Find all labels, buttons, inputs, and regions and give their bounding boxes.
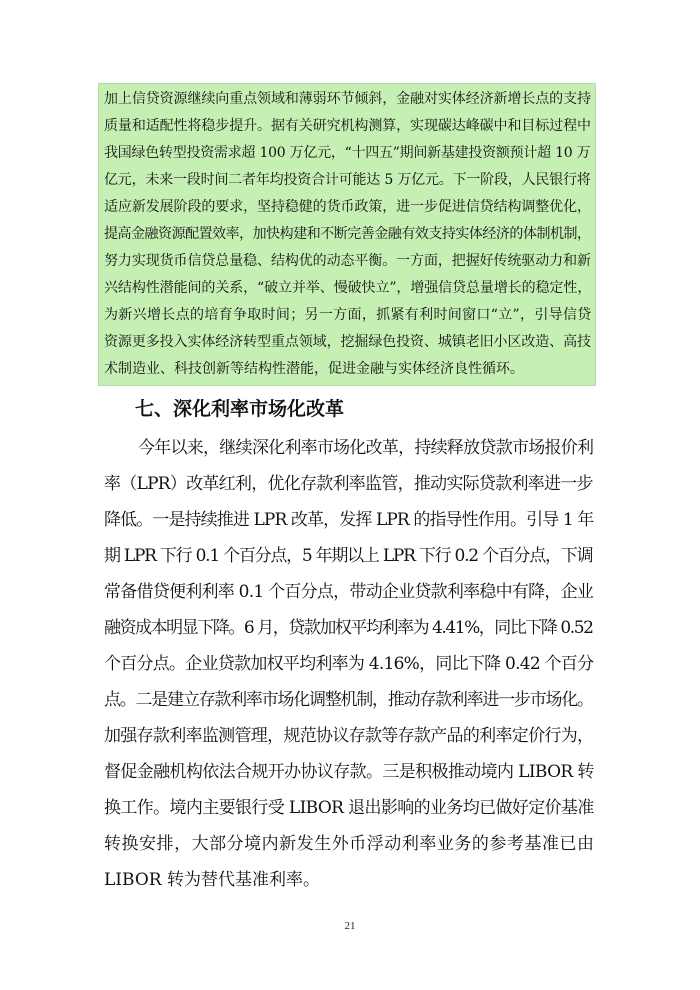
paragraph-line: 常备借贷便利利率 0.1 个百分点，带动企业贷款利率稳中有降，企业	[104, 582, 594, 602]
highlight-line: 提高金融资源配置效率，加快构建和不断完善金融有效支持实体经济的体制机制，	[104, 226, 591, 242]
paragraph-line: 转换安排，大部分境内新发生外币浮动利率业务的参考基准已由	[104, 834, 595, 854]
paragraph-line: 期 LPR 下行 0.1 个百分点，5 年期以上 LPR 下行 0.2 个百分点，下调	[104, 546, 593, 566]
paragraph-line: 降低。一是持续推进 LPR 改革，发挥 LPR 的指导性作用。引导 1 年	[104, 510, 594, 530]
highlight-line: 亿元，未来一段时间二者年均投资合计可能达 5 万亿元。下一阶段，人民银行将	[104, 172, 591, 188]
paragraph-line: 换工作。境内主要银行受 LIBOR 退出影响的业务均已做好定价基准	[104, 798, 594, 818]
paragraph-line: 点。二是建立存款利率市场化调整机制，推动存款利率进一步市场化。	[104, 690, 593, 710]
highlight-line: 资源更多投入实体经济转型重点领域，挖掘绿色投资、城镇老旧小区改造、高技	[104, 334, 591, 350]
highlight-line: 术制造业、科技创新等结构性潜能，促进金融与实体经济良性循环。	[104, 361, 524, 377]
section-heading: 七、深化利率市场化改革	[135, 398, 345, 420]
highlight-line: 加上信贷资源继续向重点领域和薄弱环节倾斜，金融对实体经济新增长点的支持	[104, 91, 591, 107]
highlight-line: 我国绿色转型投资需求超 100 万亿元，“十四五”期间新基建投资额预计超 10 万	[104, 145, 591, 161]
paragraph-line: 个百分点。企业贷款加权平均利率为 4.16%，同比下降 0.42 个百分	[104, 654, 594, 674]
page-number: 21	[344, 920, 356, 932]
paragraph-line: LIBOR 转为替代基准利率。	[104, 870, 320, 890]
highlight-line: 质量和适配性将稳步提升。据有关研究机构测算，实现碳达峰碳中和目标过程中	[104, 118, 591, 134]
paragraph-line: 融资成本明显下降。6 月，贷款加权平均利率为 4.41%，同比下降 0.52	[104, 618, 593, 638]
paragraph-line: 率（LPR）改革红利，优化存款利率监管，推动实际贷款利率进一步	[104, 474, 593, 494]
highlight-line: 为新兴增长点的培育争取时间；另一方面，抓紧有利时间窗口“立”，引导信贷	[104, 307, 592, 323]
paragraph-line: 督促金融机构依法合规开办协议存款。三是积极推动境内 LIBOR 转	[104, 762, 594, 782]
highlight-line: 适应新发展阶段的要求，坚持稳健的货币政策，进一步促进信贷结构调整优化，	[104, 199, 591, 215]
highlight-line: 努力实现货币信贷总量稳、结构优的动态平衡。一方面，把握好传统驱动力和新	[104, 253, 591, 269]
paragraph-line: 今年以来，继续深化利率市场化改革，持续释放贷款市场报价利	[138, 438, 594, 458]
paragraph-line: 加强存款利率监测管理，规范协议存款等存款产品的利率定价行为，	[104, 726, 594, 746]
highlight-line: 兴结构性潜能间的关系，“破立并举、慢破快立”，增强信贷总量增长的稳定性，	[104, 280, 592, 296]
